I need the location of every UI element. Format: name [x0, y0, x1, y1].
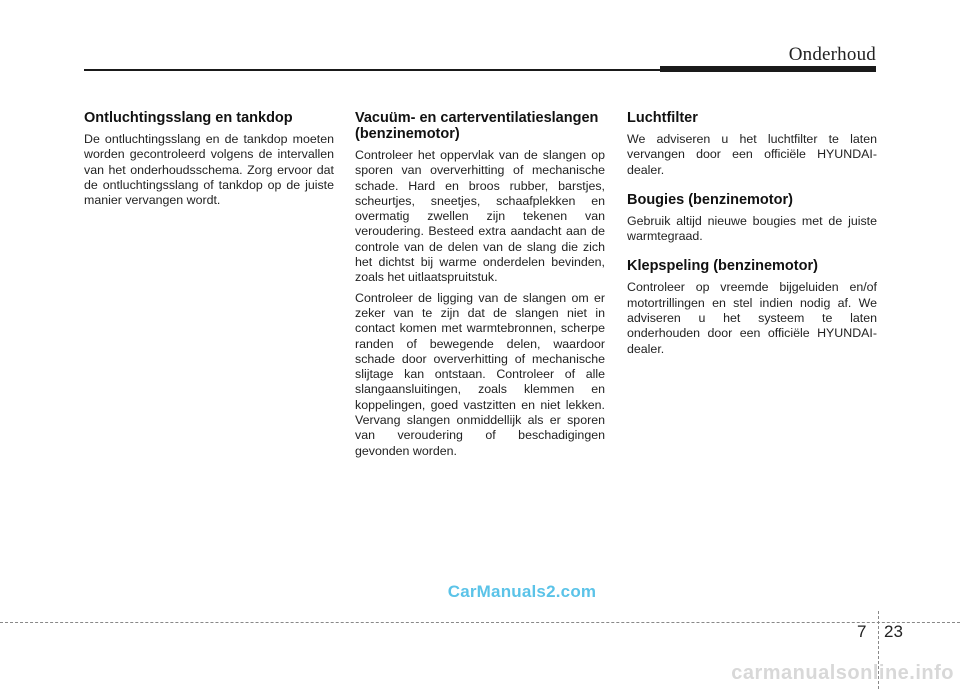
- paragraph: Gebruik altijd nieuwe bougies met de juiste warmtegraad.: [627, 213, 877, 244]
- column-3: [627, 110, 877, 362]
- paragraph: De ontluchtingsslang en de tankdop moeten worden gecontroleerd volgens de intervallen van het onderhoudsschema. Zorg ervoor dat de ontluchtingsslang of tankdop op de juiste manier vervangen wordt.: [84, 132, 334, 208]
- heading-ontluchtingsslang: Ontluchtingsslang en tankdop: [84, 110, 293, 126]
- paragraph: Controleer de ligging van de slangen om er zeker van te zijn dat de slangen niet in contact komen met warmtebronnen, scherpe randen of bewegende delen, waardoor schade door oververhitting of mechanische slijtage kan ontstaan. Controleer of alle slangaansluitingen, zoals klemmen en koppelingen, goed vastzitten en niet lekken. Vervang slangen onmiddellijk als er sporen van veroudering of beschadigingen gevonden worden.: [355, 290, 605, 458]
- header-rule-accent: [660, 66, 876, 72]
- paragraph: Controleer op vreemde bijgeluiden en/of motortrillingen en stel indien nodig af. We adviseren u het systeem te laten onderhouden door een officiële HYUNDAI-dealer.: [627, 280, 877, 356]
- paragraph: Controleer het oppervlak van de slangen op sporen van oververhitting of mechanische schade. Hard en broos rubber, barstjes, scheurtjes, sneetjes, schaafplekken en overmatig zwellen zijn tekenen van veroudering. Besteed extra aandacht aan de controle van de delen van de slang die zich het dichtst bij warme onderdelen bevinden, zoals het uitlaatspruitstuk.: [355, 148, 605, 285]
- chapter-number: 7: [857, 622, 867, 641]
- section-title: Onderhoud: [788, 44, 876, 65]
- column-1: [84, 110, 334, 213]
- page-number: 23: [884, 622, 903, 641]
- header-rule: [84, 69, 660, 71]
- watermark-carmanuals2: CarManuals2.com: [447, 582, 597, 601]
- heading-bougies: Bougies (benzinemotor): [627, 191, 793, 208]
- footer-rule: [0, 622, 960, 623]
- watermark-carmanualsonline: carmanualsonline.info: [731, 662, 954, 684]
- heading-klepspeling: Klepspeling (benzinemotor): [627, 258, 818, 275]
- paragraph: We adviseren u het luchtfilter te laten vervangen door een officiële HYUNDAI-dealer.: [627, 132, 877, 177]
- heading-luchtfilter: Luchtfilter: [627, 110, 698, 126]
- heading-vacuum-slangen: Vacuüm- en carterventilatieslangen (benzinemotor): [355, 110, 599, 142]
- column-2: [355, 110, 605, 464]
